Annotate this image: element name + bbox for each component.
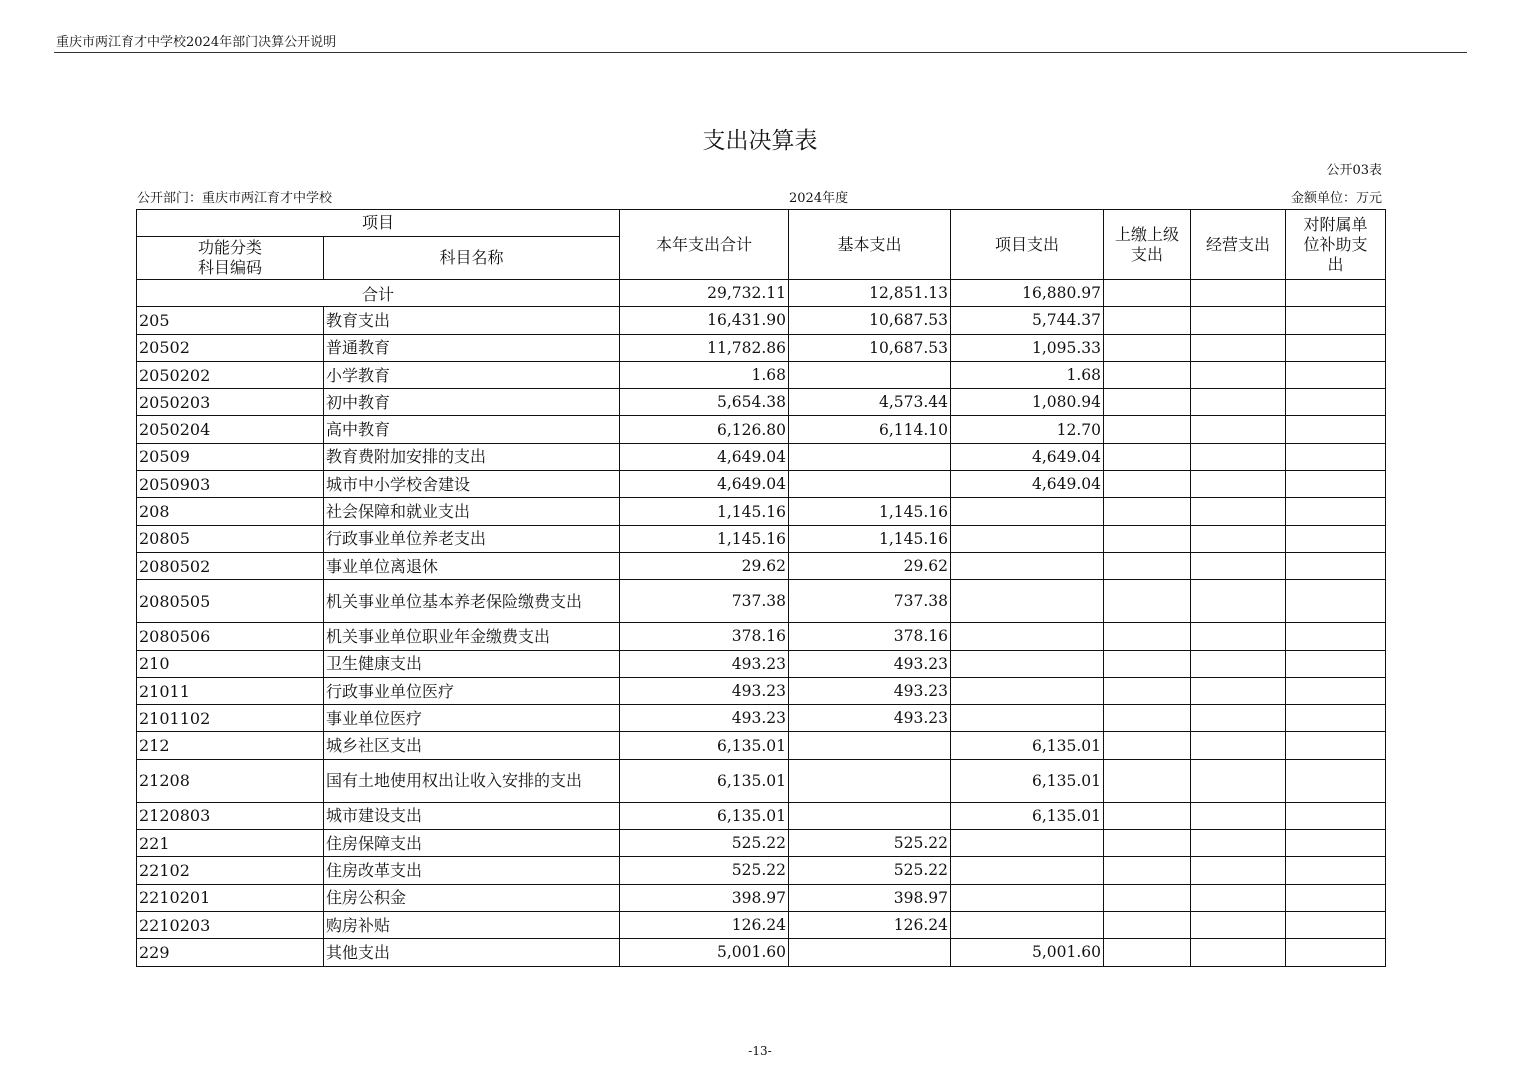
total-expenditure-cell: 6,135.01 [620,732,789,759]
total-basic-cell: 12,851.13 [789,280,951,307]
subsidiary-subsidy-cell [1286,361,1386,388]
total-project-cell: 16,880.97 [951,280,1104,307]
table-row [137,307,1386,334]
project-expenditure-cell: 5,744.37 [951,307,1104,334]
subject-code-cell: 22102 [137,857,324,884]
total-upper-cell [1104,280,1191,307]
total-expenditure-cell: 11,782.86 [620,334,789,361]
project-expenditure-cell [951,552,1104,579]
project-expenditure-cell [951,911,1104,938]
subject-name-cell: 住房保障支出 [324,830,620,857]
business-expenditure-cell [1191,732,1286,759]
upper-remittance-cell [1104,623,1191,650]
header-subject-name: 科目名称 [324,237,620,280]
subsidiary-subsidy-cell [1286,939,1386,966]
business-expenditure-cell [1191,525,1286,552]
header-subsidiary-subsidy: 对附属单 位补助支 出 [1286,210,1386,280]
business-expenditure-cell [1191,580,1286,623]
subject-name-cell: 教育支出 [324,307,620,334]
subsidiary-subsidy-cell [1286,732,1386,759]
header-divider [54,52,1467,53]
upper-remittance-cell [1104,939,1191,966]
subject-name-cell: 住房公积金 [324,884,620,911]
total-subsidy-cell [1286,280,1386,307]
business-expenditure-cell [1191,705,1286,732]
subject-code-cell: 2050903 [137,471,324,498]
subject-code-cell: 2080502 [137,552,324,579]
upper-remittance-cell [1104,580,1191,623]
subject-name-cell: 教育费附加安排的支出 [324,443,620,470]
subsidiary-subsidy-cell [1286,705,1386,732]
project-expenditure-cell [951,705,1104,732]
business-expenditure-cell [1191,884,1286,911]
subject-name-cell: 行政事业单位医疗 [324,677,620,704]
upper-remittance-cell [1104,732,1191,759]
subsidiary-subsidy-cell [1286,416,1386,443]
project-expenditure-cell [951,884,1104,911]
business-expenditure-cell [1191,498,1286,525]
business-expenditure-cell [1191,650,1286,677]
subsidiary-subsidy-cell [1286,759,1386,802]
subject-name-cell: 机关事业单位职业年金缴费支出 [324,623,620,650]
business-expenditure-cell [1191,802,1286,829]
upper-remittance-cell [1104,830,1191,857]
total-expenditure-cell: 378.16 [620,623,789,650]
subsidiary-subsidy-cell [1286,802,1386,829]
basic-expenditure-cell: 525.22 [789,830,951,857]
total-expenditure-cell: 4,649.04 [620,471,789,498]
business-expenditure-cell [1191,307,1286,334]
upper-remittance-cell [1104,552,1191,579]
subsidiary-subsidy-cell [1286,552,1386,579]
upper-remittance-cell [1104,884,1191,911]
basic-expenditure-cell: 10,687.53 [789,334,951,361]
project-expenditure-cell: 4,649.04 [951,471,1104,498]
subsidiary-subsidy-cell [1286,525,1386,552]
expenditure-table [136,209,1386,967]
total-expenditure-cell: 493.23 [620,677,789,704]
business-expenditure-cell [1191,334,1286,361]
basic-expenditure-cell: 493.23 [789,705,951,732]
basic-expenditure-cell [789,361,951,388]
project-expenditure-cell [951,650,1104,677]
subsidiary-subsidy-cell [1286,884,1386,911]
table-row [137,334,1386,361]
business-expenditure-cell [1191,361,1286,388]
table-row [137,525,1386,552]
basic-expenditure-cell: 378.16 [789,623,951,650]
upper-remittance-cell [1104,911,1191,938]
total-business-cell [1191,280,1286,307]
project-expenditure-cell [951,677,1104,704]
subject-code-cell: 2050204 [137,416,324,443]
subject-name-cell: 事业单位离退休 [324,552,620,579]
subject-code-cell: 2210203 [137,911,324,938]
subject-name-cell: 卫生健康支出 [324,650,620,677]
upper-remittance-cell [1104,759,1191,802]
department-label: 公开部门：重庆市两江育才中学校 [137,191,333,206]
subject-name-cell: 购房补贴 [324,911,620,938]
subject-code-cell: 2080506 [137,623,324,650]
project-expenditure-cell [951,525,1104,552]
project-expenditure-cell: 1,095.33 [951,334,1104,361]
table-row [137,857,1386,884]
basic-expenditure-cell: 398.97 [789,884,951,911]
project-expenditure-cell [951,857,1104,884]
header-basic-expenditure: 基本支出 [789,210,951,280]
total-expenditure-cell: 493.23 [620,650,789,677]
upper-remittance-cell [1104,416,1191,443]
upper-remittance-cell [1104,650,1191,677]
subsidiary-subsidy-cell [1286,498,1386,525]
header-total-expenditure: 本年支出合计 [620,210,789,280]
table-row [137,830,1386,857]
total-expenditure-cell: 16,431.90 [620,307,789,334]
basic-expenditure-cell: 1,145.16 [789,525,951,552]
table-row [137,416,1386,443]
upper-remittance-cell [1104,525,1191,552]
project-expenditure-cell: 1.68 [951,361,1104,388]
upper-remittance-cell [1104,705,1191,732]
header-upper-remittance: 上缴上级 支出 [1104,210,1191,280]
subsidiary-subsidy-cell [1286,389,1386,416]
subject-name-cell: 事业单位医疗 [324,705,620,732]
subsidiary-subsidy-cell [1286,857,1386,884]
table-row [137,389,1386,416]
total-expenditure-cell: 1.68 [620,361,789,388]
subsidiary-subsidy-cell [1286,334,1386,361]
total-row [137,280,1386,307]
business-expenditure-cell [1191,939,1286,966]
subsidiary-subsidy-cell [1286,677,1386,704]
header-function-code: 功能分类 科目编码 [137,237,324,280]
upper-remittance-cell [1104,389,1191,416]
basic-expenditure-cell: 126.24 [789,911,951,938]
subsidiary-subsidy-cell [1286,471,1386,498]
basic-expenditure-cell: 10,687.53 [789,307,951,334]
total-expenditure-cell: 525.22 [620,857,789,884]
subject-name-cell: 机关事业单位基本养老保险缴费支出 [324,580,620,623]
subsidiary-subsidy-cell [1286,580,1386,623]
subject-name-cell: 城市建设支出 [324,802,620,829]
subsidiary-subsidy-cell [1286,911,1386,938]
subject-name-cell: 城乡社区支出 [324,732,620,759]
table-row [137,580,1386,623]
page-number: -13- [748,1044,772,1058]
basic-expenditure-cell [789,471,951,498]
total-expenditure-cell: 6,126.80 [620,416,789,443]
total-expenditure-cell: 29.62 [620,552,789,579]
basic-expenditure-cell [789,939,951,966]
business-expenditure-cell [1191,857,1286,884]
basic-expenditure-cell: 493.23 [789,677,951,704]
business-expenditure-cell [1191,416,1286,443]
subject-code-cell: 20509 [137,443,324,470]
subject-code-cell: 21011 [137,677,324,704]
project-expenditure-cell: 6,135.01 [951,802,1104,829]
subject-name-cell: 其他支出 [324,939,620,966]
subject-code-cell: 210 [137,650,324,677]
subject-name-cell: 社会保障和就业支出 [324,498,620,525]
total-expenditure-cell: 126.24 [620,911,789,938]
subject-code-cell: 221 [137,830,324,857]
project-expenditure-cell: 1,080.94 [951,389,1104,416]
table-row [137,939,1386,966]
basic-expenditure-cell [789,443,951,470]
table-row [137,759,1386,802]
subject-code-cell: 2050202 [137,361,324,388]
total-total-cell: 29,732.11 [620,280,789,307]
subject-code-cell: 229 [137,939,324,966]
subsidiary-subsidy-cell [1286,307,1386,334]
upper-remittance-cell [1104,334,1191,361]
total-expenditure-cell: 1,145.16 [620,525,789,552]
total-expenditure-cell: 493.23 [620,705,789,732]
project-expenditure-cell: 4,649.04 [951,443,1104,470]
amount-unit-label: 金额单位：万元 [1290,191,1382,206]
upper-remittance-cell [1104,677,1191,704]
business-expenditure-cell [1191,471,1286,498]
table-row [137,498,1386,525]
upper-remittance-cell [1104,498,1191,525]
header-business-expenditure: 经营支出 [1191,210,1286,280]
table-row [137,650,1386,677]
basic-expenditure-cell [789,759,951,802]
basic-expenditure-cell [789,732,951,759]
project-expenditure-cell [951,498,1104,525]
total-expenditure-cell: 737.38 [620,580,789,623]
project-expenditure-cell [951,580,1104,623]
subject-code-cell: 21208 [137,759,324,802]
table-row [137,623,1386,650]
subsidiary-subsidy-cell [1286,623,1386,650]
subject-code-cell: 2210201 [137,884,324,911]
table-row [137,732,1386,759]
header-item: 项目 [137,210,620,237]
subsidiary-subsidy-cell [1286,650,1386,677]
table-row [137,884,1386,911]
business-expenditure-cell [1191,389,1286,416]
basic-expenditure-cell: 525.22 [789,857,951,884]
table-row [137,443,1386,470]
business-expenditure-cell [1191,759,1286,802]
total-expenditure-cell: 5,654.38 [620,389,789,416]
project-expenditure-cell [951,830,1104,857]
subject-code-cell: 205 [137,307,324,334]
basic-expenditure-cell: 737.38 [789,580,951,623]
project-expenditure-cell: 12.70 [951,416,1104,443]
project-expenditure-cell: 6,135.01 [951,732,1104,759]
total-expenditure-cell: 525.22 [620,830,789,857]
total-expenditure-cell: 1,145.16 [620,498,789,525]
total-expenditure-cell: 398.97 [620,884,789,911]
table-row [137,552,1386,579]
upper-remittance-cell [1104,802,1191,829]
header-project-expenditure: 项目支出 [951,210,1104,280]
upper-remittance-cell [1104,361,1191,388]
table-row [137,705,1386,732]
total-expenditure-cell: 5,001.60 [620,939,789,966]
subject-code-cell: 212 [137,732,324,759]
project-expenditure-cell: 6,135.01 [951,759,1104,802]
subject-code-cell: 2080505 [137,580,324,623]
subject-code-cell: 2120803 [137,802,324,829]
subject-code-cell: 208 [137,498,324,525]
subject-name-cell: 城市中小学校舍建设 [324,471,620,498]
subsidiary-subsidy-cell [1286,443,1386,470]
basic-expenditure-cell: 1,145.16 [789,498,951,525]
subject-name-cell: 初中教育 [324,389,620,416]
basic-expenditure-cell: 6,114.10 [789,416,951,443]
subject-name-cell: 国有土地使用权出让收入安排的支出 [324,759,620,802]
table-row [137,361,1386,388]
subject-name-cell: 高中教育 [324,416,620,443]
table-row [137,471,1386,498]
business-expenditure-cell [1191,623,1286,650]
upper-remittance-cell [1104,857,1191,884]
subject-name-cell: 普通教育 [324,334,620,361]
upper-remittance-cell [1104,443,1191,470]
project-expenditure-cell [951,623,1104,650]
basic-expenditure-cell: 493.23 [789,650,951,677]
running-header: 重庆市两江育才中学校2024年部门决算公开说明 [56,35,337,50]
table-row [137,911,1386,938]
business-expenditure-cell [1191,911,1286,938]
table-body [137,280,1386,967]
subsidiary-subsidy-cell [1286,830,1386,857]
table-row [137,677,1386,704]
subject-code-cell: 2101102 [137,705,324,732]
subject-name-cell: 住房改革支出 [324,857,620,884]
form-code: 公开03表 [1326,163,1382,178]
fiscal-year-label: 2024年度 [789,191,849,206]
business-expenditure-cell [1191,443,1286,470]
subject-name-cell: 行政事业单位养老支出 [324,525,620,552]
subject-name-cell: 小学教育 [324,361,620,388]
subject-code-cell: 20502 [137,334,324,361]
basic-expenditure-cell: 29.62 [789,552,951,579]
project-expenditure-cell: 5,001.60 [951,939,1104,966]
total-label: 合计 [137,280,620,307]
total-expenditure-cell: 6,135.01 [620,759,789,802]
table-row [137,802,1386,829]
upper-remittance-cell [1104,307,1191,334]
business-expenditure-cell [1191,830,1286,857]
page-title: 支出决算表 [702,128,818,154]
subject-code-cell: 20805 [137,525,324,552]
total-expenditure-cell: 6,135.01 [620,802,789,829]
business-expenditure-cell [1191,677,1286,704]
upper-remittance-cell [1104,471,1191,498]
basic-expenditure-cell [789,802,951,829]
total-expenditure-cell: 4,649.04 [620,443,789,470]
subject-code-cell: 2050203 [137,389,324,416]
basic-expenditure-cell: 4,573.44 [789,389,951,416]
business-expenditure-cell [1191,552,1286,579]
